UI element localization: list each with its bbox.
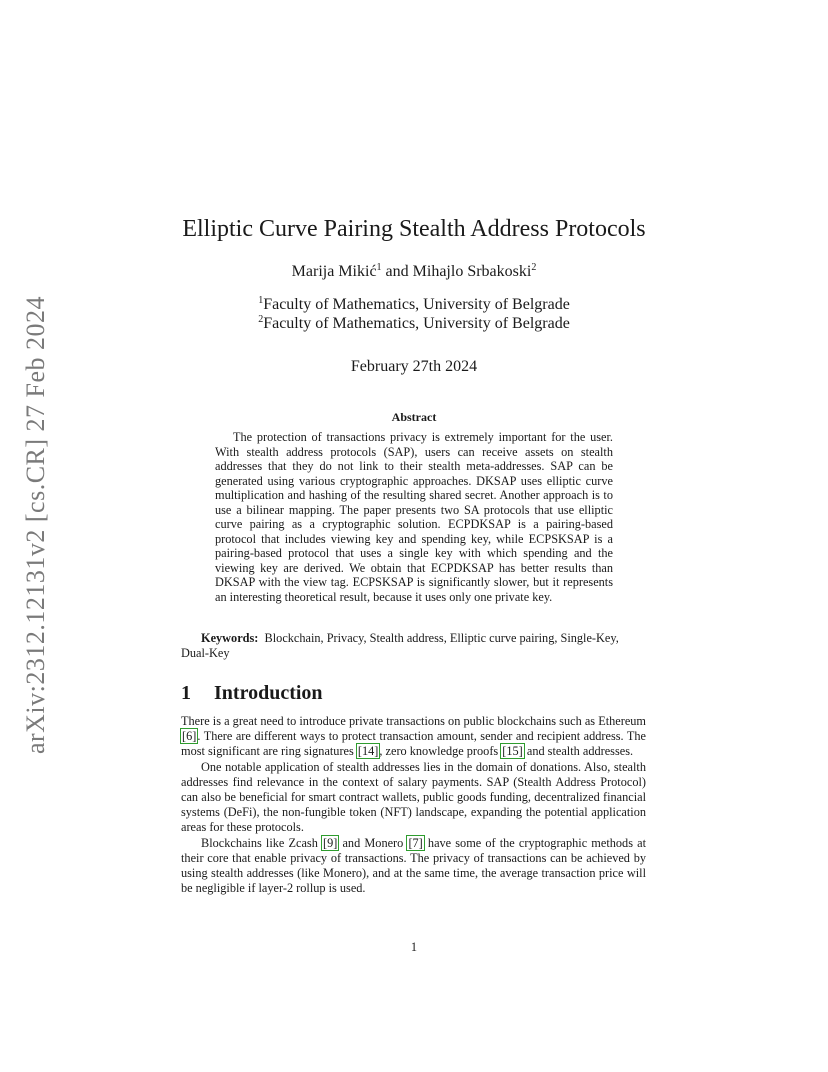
page-number: 1 [410, 940, 418, 954]
paragraph-1 [181, 714, 646, 760]
paragraph-1-text-c: , zero knowledge proofs [379, 744, 502, 759]
paragraph-3-text-b: and Monero [338, 835, 408, 850]
affiliation-1 [0, 296, 828, 314]
author-list [0, 263, 828, 281]
arxiv-identifier-text: arXiv:2312.12131v2 [cs.CR] 27 Feb 2024 [21, 295, 50, 755]
section-heading [181, 682, 323, 705]
author-1-affiliation-marker: 1 [376, 262, 382, 273]
section-number: 1 [181, 682, 191, 704]
section-title: Introduction [214, 682, 323, 704]
author-2: Mihajlo Srbakoski [412, 263, 532, 280]
affiliation-1-marker: 1 [258, 295, 264, 306]
paragraph-1-text-d: and stealth addresses. [523, 744, 634, 759]
author-connector: and [381, 263, 413, 280]
publication-date: February 27th 2024 [350, 358, 478, 375]
citation-14-link[interactable]: [14] [357, 744, 379, 759]
affiliation-2-marker: 2 [258, 314, 264, 325]
author-2-affiliation-marker: 2 [531, 262, 537, 273]
paper-title: Elliptic Curve Pairing Stealth Address Protocols [182, 216, 646, 242]
affiliation-1-text: Faculty of Mathematics, University of Belgrade [263, 296, 570, 313]
citation-15-link[interactable]: [15] [502, 744, 523, 759]
keywords-text: Blockchain, Privacy, Stealth address, Elliptic curve pairing, Single-Key, Dual-Key [181, 631, 619, 660]
citation-6-link[interactable]: [6] [182, 729, 197, 744]
paragraph-3-text-c: have some of the cryptographic methods at their core that enable privacy of transactions. The privacy of transactions can be achieved by using stealth addresses (like Monero), and at the same time, the average transaction price will be negligible if layer-2 rollup is used. [181, 835, 646, 896]
paragraph-1-text-b: . There are different ways to protect transaction amount, sender and recipient address. The most significant are ring signatures [181, 729, 646, 759]
citation-9-link[interactable]: [9] [323, 835, 338, 850]
abstract-heading: Abstract [391, 410, 437, 424]
affiliation-2 [0, 315, 828, 333]
affiliation-2-text: Faculty of Mathematics, University of Belgrade [263, 315, 570, 332]
introduction-body [181, 714, 646, 896]
paragraph-2: One notable application of stealth addresses lies in the domain of donations. Also, stealth addresses find relevance in the context of salary payments. SAP (Stealth Address Protocol) can also be beneficial for smart contract wallets, public goods funding, decentralized financial systems (DeFi), the non-fungible token (NFT) landscape, expanding the potential application areas for these protocols. [181, 759, 646, 835]
paragraph-3-text-a: Blockchains like Zcash [201, 835, 322, 850]
paragraph-1-text-a: There is a great need to introduce private transactions on public blockchains such as Ethereum [181, 714, 646, 728]
keywords [181, 631, 646, 661]
citation-7-link[interactable]: [7] [408, 835, 423, 850]
keywords-label: Keywords: [201, 631, 259, 645]
paragraph-3 [181, 836, 646, 897]
abstract-body: The protection of transactions privacy is extremely important for the user. With stealth address protocols (SAP), users can receive assets on stealth addresses that they do not link to their stealth meta-addresses. SAP can be generated using various cryptographic approaches. DKSAP uses elliptic curve multiplication and hashing of the resulting shared secret. Another approach is to use a bilinear mapping. The paper presents two SA protocols that use elliptic curve pairing as a cryptographic solution. ECPDKSAP is a pairing-based protocol that includes viewing key and spending key, while ECPSKSAP is a pairing-based protocol that uses a single key with which spending and the viewing key are derived. We obtain that ECPDKSAP has better results than DKSAP with the view tag. ECPSKSAP is significantly slower, but it represents an interesting theoretical result, because it uses only one private key. [215, 430, 613, 604]
author-1: Marija Mikić [291, 263, 377, 280]
